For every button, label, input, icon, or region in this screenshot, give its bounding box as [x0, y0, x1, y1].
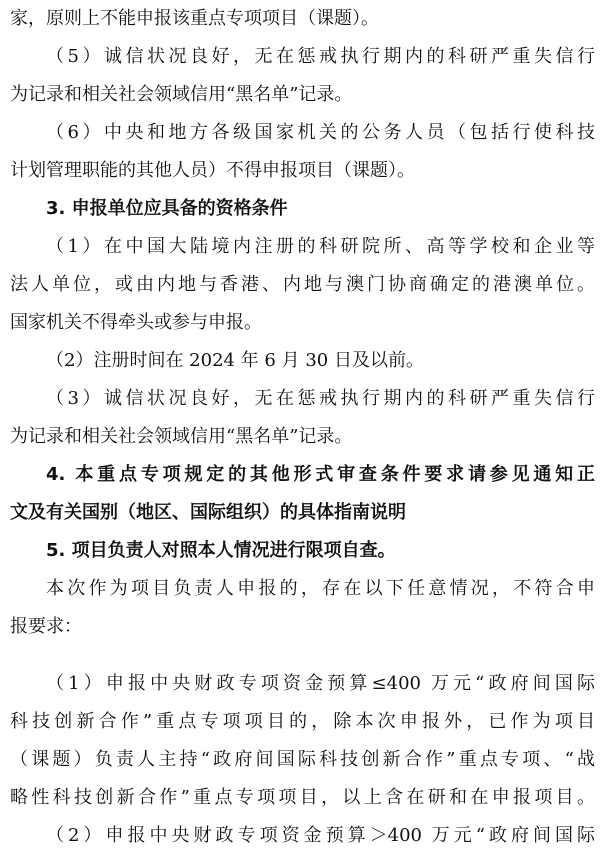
- text-line-4: （6）中央和地方各级国家机关的公务人员（包括行使科技: [46, 122, 595, 143]
- text-line-21: 略性科技创新合作”重点专项项目，以上含在研和在申报项目。: [10, 787, 595, 808]
- text-line-5: 计划管理职能的其他人员）不得申报项目（课题）。: [10, 160, 415, 181]
- text-line-3: 为记录和相关社会领域信用“黑名单”记录。: [10, 84, 353, 105]
- section-heading-5: 5. 项目负责人对照本人情况进行限项自查。: [46, 540, 396, 561]
- section-heading-3: 3. 申报单位应具备的资格条件: [46, 198, 288, 219]
- text-line-20: （课题）负责人主持“政府间国际科技创新合作”重点专项、“战: [10, 749, 595, 770]
- text-line-7: （1）在中国大陆境内注册的科研院所、高等学校和企业等: [46, 236, 595, 257]
- text-line-16: 本次作为项目负责人申报的，存在以下任意情况，不符合申: [46, 578, 595, 599]
- text-line-2: （5）诚信状况良好，无在惩戒执行期内的科研严重失信行: [46, 46, 595, 67]
- text-line-22: （2）申报中央财政专项资金预算＞400 万元“政府间国际: [46, 825, 595, 846]
- text-line-11: （3）诚信状况良好，无在惩戒执行期内的科研严重失信行: [46, 388, 595, 409]
- text-line-17: 报要求：: [10, 616, 82, 637]
- section-heading-4-line-2: 文及有关国别（地区、国际组织）的具体指南说明: [10, 502, 406, 523]
- text-line-9: 国家机关不得牵头或参与申报。: [10, 312, 262, 333]
- text-line-18: （1）申报中央财政专项资金预算≤400 万元“政府间国际: [46, 673, 595, 694]
- text-line-8: 法人单位，或由内地与香港、内地与澳门协商确定的港澳单位。: [10, 274, 595, 295]
- text-line-12: 为记录和相关社会领域信用“黑名单”记录。: [10, 426, 353, 447]
- text-line-19: 科技创新合作”重点专项项目的，除本次申报外，已作为项目: [10, 711, 595, 732]
- text-line-10: （2）注册时间在 2024 年 6 月 30 日及以前。: [46, 350, 424, 371]
- section-heading-4-line-1: 4. 本重点专项规定的其他形式审查条件要求请参见通知正: [46, 464, 595, 485]
- text-line-1: 家，原则上不能申报该重点专项项目（课题）。: [10, 8, 379, 29]
